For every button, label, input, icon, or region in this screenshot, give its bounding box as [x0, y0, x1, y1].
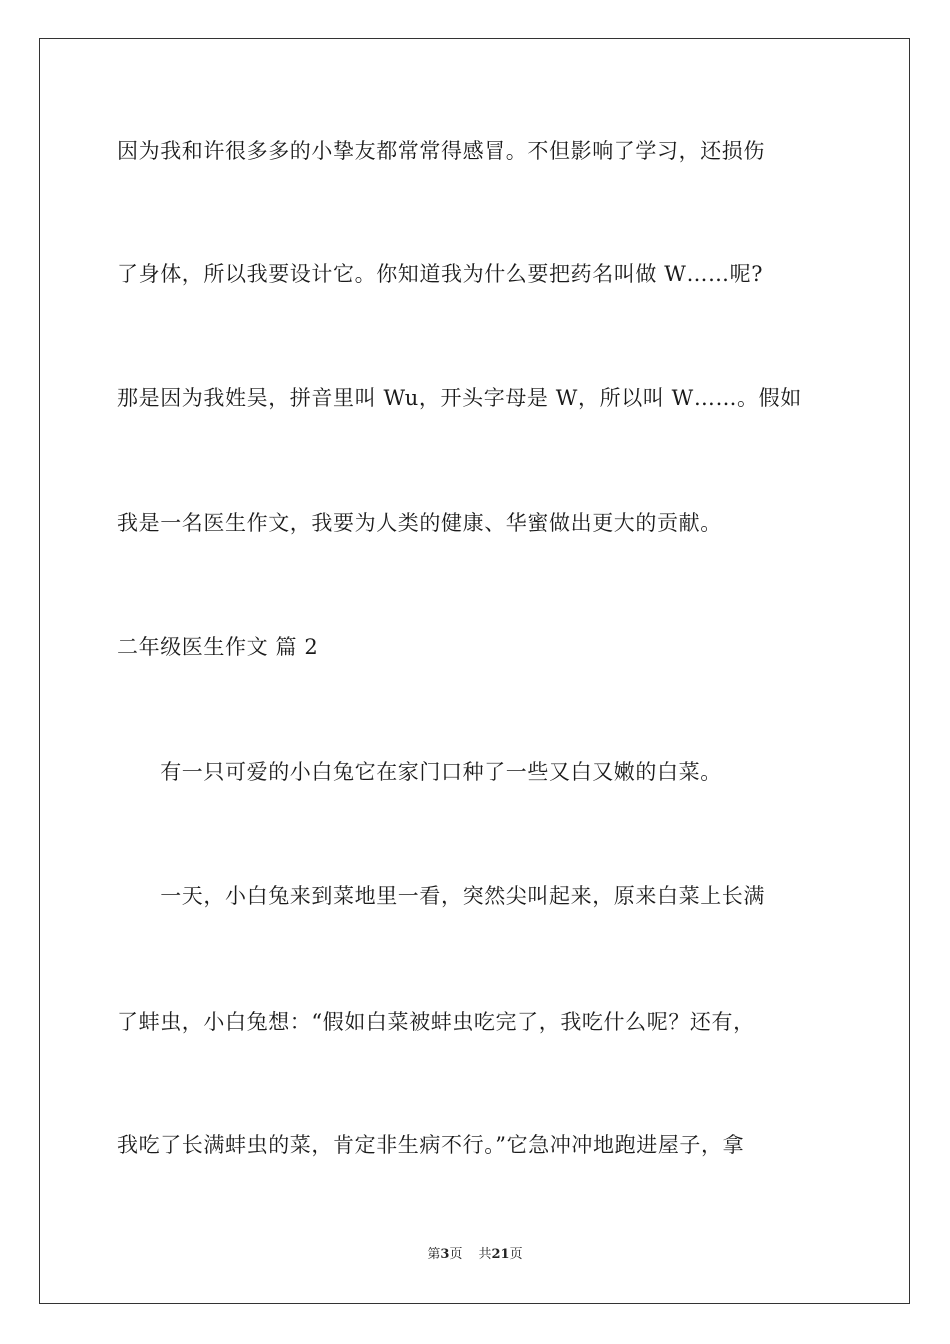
page-number: 3 — [440, 1247, 450, 1262]
paragraph-line-4: 我是一名医生作文，我要为人类的健康、华蜜做出更大的贡献。 — [117, 511, 722, 535]
paragraph-line-7: 了蚌虫，小白兔想：“假如白菜被蚌虫吃完了，我吃什么呢？还有， — [117, 1010, 755, 1034]
paragraph-line-8: 我吃了长满蚌虫的菜，肯定非生病不行。”它急冲冲地跑进屋子，拿 — [117, 1133, 745, 1157]
page-suffix: 页 — [449, 1247, 463, 1262]
paragraph-line-6: 一天，小白兔来到菜地里一看，突然尖叫起来，原来白菜上长满 — [117, 884, 765, 908]
total-pages: 21 — [491, 1247, 510, 1262]
page-footer — [0, 1246, 950, 1264]
page-prefix: 第 — [427, 1247, 441, 1262]
total-prefix: 共 — [478, 1247, 492, 1262]
paragraph-line-5: 有一只可爱的小白兔它在家门口种了一些又白又嫩的白菜。 — [117, 760, 722, 784]
page-border — [39, 38, 910, 1304]
section-heading: 二年级医生作文 篇 2 — [117, 635, 319, 659]
paragraph-line-2: 了身体，所以我要设计它。你知道我为什么要把药名叫做 W……呢? — [117, 262, 764, 286]
paragraph-line-1: 因为我和许很多多的小挚友都常常得感冒。不但影响了学习，还损伤 — [117, 139, 765, 163]
paragraph-line-3: 那是因为我姓吴，拼音里叫 Wu，开头字母是 W，所以叫 W……。假如 — [117, 386, 802, 410]
total-suffix: 页 — [509, 1247, 523, 1262]
